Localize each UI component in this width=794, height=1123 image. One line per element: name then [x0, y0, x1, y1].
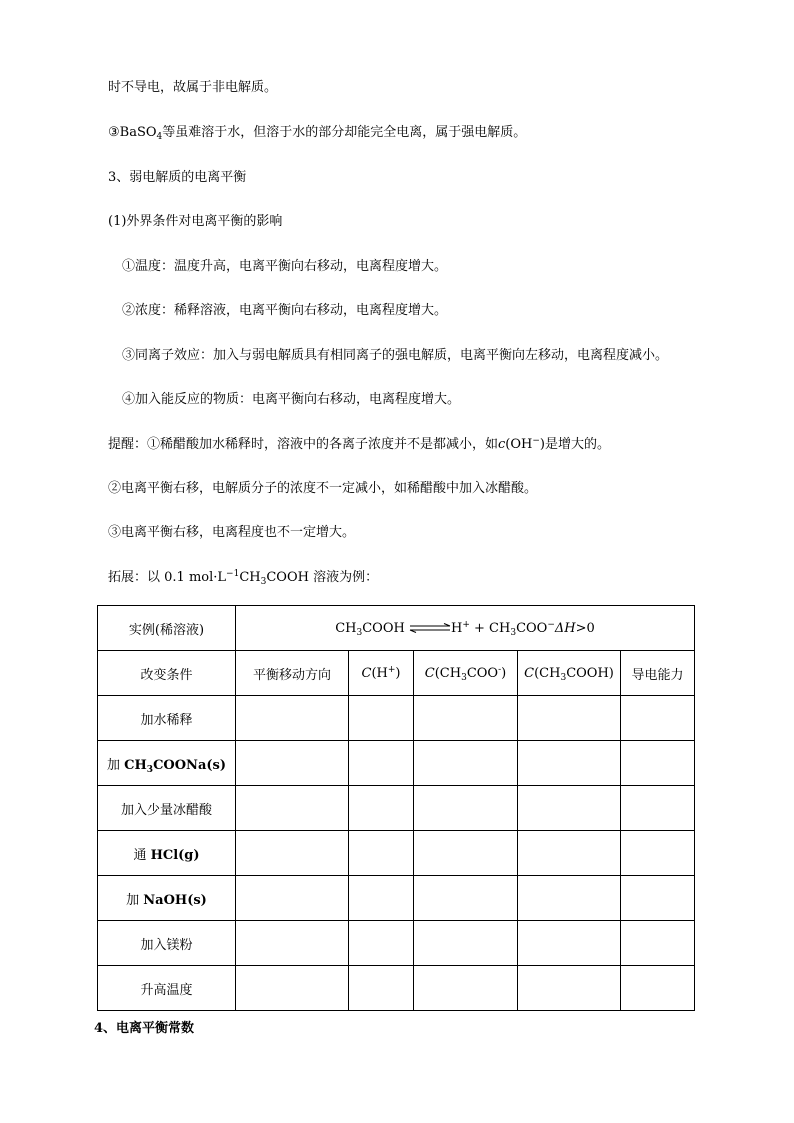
cell-blank — [236, 921, 349, 966]
c-coo-sup: - — [498, 664, 502, 675]
cell-blank — [414, 966, 518, 1011]
cell-blank — [414, 696, 518, 741]
cell-blank — [349, 696, 414, 741]
r4-pre: 通 — [133, 847, 151, 863]
condition-add-ch3coona — [98, 741, 236, 786]
table-row — [98, 876, 695, 921]
reminder-line-3: ③电离平衡右移，电离程度也不一定增大。 — [108, 525, 356, 540]
table-row — [98, 696, 695, 741]
heading-weak-electrolyte: 3、弱电解质的电离平衡 — [108, 170, 247, 185]
reminder-line-2: ②电离平衡右移，电解质分子的浓度不一定减小，如稀醋酸中加入冰醋酸。 — [108, 481, 538, 496]
header-c-ch3coo — [414, 651, 518, 696]
table-row — [98, 831, 695, 876]
c-coo-s: 3 — [461, 672, 467, 683]
cell-blank — [621, 786, 695, 831]
equilibrium-arrow-icon — [409, 623, 451, 633]
reminder-c: c — [498, 437, 506, 452]
r2-pre: 加 — [107, 757, 125, 773]
r4-b: HCl(g) — [150, 847, 200, 863]
ext-a: CH — [239, 570, 261, 585]
condition-add-naoh — [98, 876, 236, 921]
c-coo-end: ) — [501, 665, 507, 681]
c-h-rest: (H — [371, 665, 388, 681]
header-shift-direction: 平衡移动方向 — [236, 651, 349, 696]
eq-sup1: + — [462, 619, 470, 630]
eq-sup2: − — [547, 619, 555, 630]
header-c-h — [349, 651, 414, 696]
reminder-post: )是增大的。 — [539, 437, 610, 452]
reminder-line-1 — [108, 436, 610, 454]
text-line-1: 时不导电，故属于非电解质。 — [108, 80, 278, 95]
eq-s2: 3 — [510, 627, 517, 638]
cell-blank — [621, 741, 695, 786]
ext-sub: 3 — [260, 577, 267, 587]
cell-blank — [518, 786, 621, 831]
r5-pre: 加 — [126, 892, 144, 908]
r2-b: COONa(s) — [153, 757, 226, 773]
cell-blank — [414, 741, 518, 786]
cell-blank — [236, 966, 349, 1011]
cell-blank — [349, 966, 414, 1011]
eq-a: CH — [335, 620, 357, 636]
cell-blank — [236, 876, 349, 921]
eq-g: >0 — [575, 620, 595, 636]
cell-blank — [518, 741, 621, 786]
r2-s: 3 — [146, 764, 154, 775]
cell-blank — [349, 921, 414, 966]
condition-add-mg: 加入镁粉 — [98, 921, 236, 966]
c-coo-b: COO — [466, 665, 499, 681]
cell-blank — [621, 696, 695, 741]
eq-e: COO — [516, 620, 548, 636]
cell-blank — [236, 786, 349, 831]
cell-blank — [236, 741, 349, 786]
baso4-sub: 4 — [156, 132, 163, 142]
condition-add-glacial-acid: 加入少量冰醋酸 — [98, 786, 236, 831]
header-conductivity: 导电能力 — [621, 651, 695, 696]
c-coo-a: (CH — [434, 665, 462, 681]
eq-d: + CH — [469, 620, 511, 636]
condition-raise-temp: 升高温度 — [98, 966, 236, 1011]
item-common-ion: ③同离子效应：加入与弱电解质具有相同离子的强电解质，电离平衡向左移动，电离程度减小。 — [122, 348, 669, 363]
r5-b: NaOH(s) — [143, 892, 207, 908]
table-row — [98, 786, 695, 831]
extension-line — [108, 569, 378, 587]
c-h-c: C — [361, 665, 372, 681]
cell-blank — [518, 876, 621, 921]
cell-blank — [414, 786, 518, 831]
c-coo-c: C — [424, 665, 435, 681]
item-concentration: ②浓度：稀释溶液，电离平衡向右移动，电离程度增大。 — [122, 303, 448, 318]
table-row — [98, 921, 695, 966]
text-line-baso4 — [108, 124, 526, 142]
heading-ionization-constant: 4、电离平衡常数 — [94, 1021, 195, 1036]
table-row — [98, 966, 695, 1011]
eq-f: ΔH — [554, 620, 576, 636]
equilibrium-table — [97, 605, 695, 1011]
eq-s1: 3 — [356, 627, 363, 638]
ext-pre: 拓展：以 0.1 mol·L — [108, 570, 227, 585]
cell-blank — [621, 966, 695, 1011]
reminder-ion: (OH — [505, 437, 533, 452]
cell-blank — [236, 831, 349, 876]
cell-blank — [236, 696, 349, 741]
eq-c: H — [450, 620, 463, 636]
header-example-label: 实例(稀溶液) — [98, 606, 236, 651]
baso4-post: 等虽难溶于水，但溶于水的部分却能完全电离，属于强电解质。 — [162, 125, 527, 140]
c-cooh-c: C — [524, 665, 535, 681]
item-temperature: ①温度：温度升高，电离平衡向右移动，电离程度增大。 — [122, 259, 448, 274]
ext-b: COOH 溶液为例： — [266, 570, 379, 585]
reminder-pre: 提醒：①稀醋酸加水稀释时，溶液中的各离子浓度并不是都减小，如 — [108, 437, 499, 452]
cell-blank — [349, 876, 414, 921]
c-cooh-s: 3 — [560, 672, 567, 683]
condition-pass-hcl — [98, 831, 236, 876]
condition-dilute: 加水稀释 — [98, 696, 236, 741]
c-h-sup: + — [387, 664, 396, 675]
r2-a: CH — [124, 757, 147, 773]
item-reactive-substance: ④加入能反应的物质：电离平衡向右移动，电离程度增大。 — [122, 392, 461, 407]
reminder-sup: − — [532, 436, 540, 446]
cell-blank — [414, 831, 518, 876]
cell-blank — [621, 876, 695, 921]
table-row-header1 — [98, 606, 695, 651]
cell-blank — [518, 921, 621, 966]
c-cooh-a: (CH — [534, 665, 561, 681]
c-cooh-b: COOH) — [566, 665, 614, 681]
table-row — [98, 741, 695, 786]
cell-blank — [518, 966, 621, 1011]
cell-blank — [621, 921, 695, 966]
cell-blank — [518, 696, 621, 741]
ionization-equation — [236, 606, 695, 651]
cell-blank — [518, 831, 621, 876]
c-h-end: ) — [395, 665, 401, 681]
cell-blank — [349, 831, 414, 876]
cell-blank — [349, 786, 414, 831]
cell-blank — [349, 741, 414, 786]
ext-sup: −1 — [226, 569, 240, 579]
table-row-header2 — [98, 651, 695, 696]
cell-blank — [414, 921, 518, 966]
cell-blank — [621, 831, 695, 876]
baso4-pre: ③BaSO — [108, 125, 157, 140]
eq-b: COOH — [362, 620, 405, 636]
subheading-external-conditions: (1)外界条件对电离平衡的影响 — [108, 214, 283, 229]
header-c-ch3cooh — [518, 651, 621, 696]
header-change-condition: 改变条件 — [98, 651, 236, 696]
cell-blank — [414, 876, 518, 921]
